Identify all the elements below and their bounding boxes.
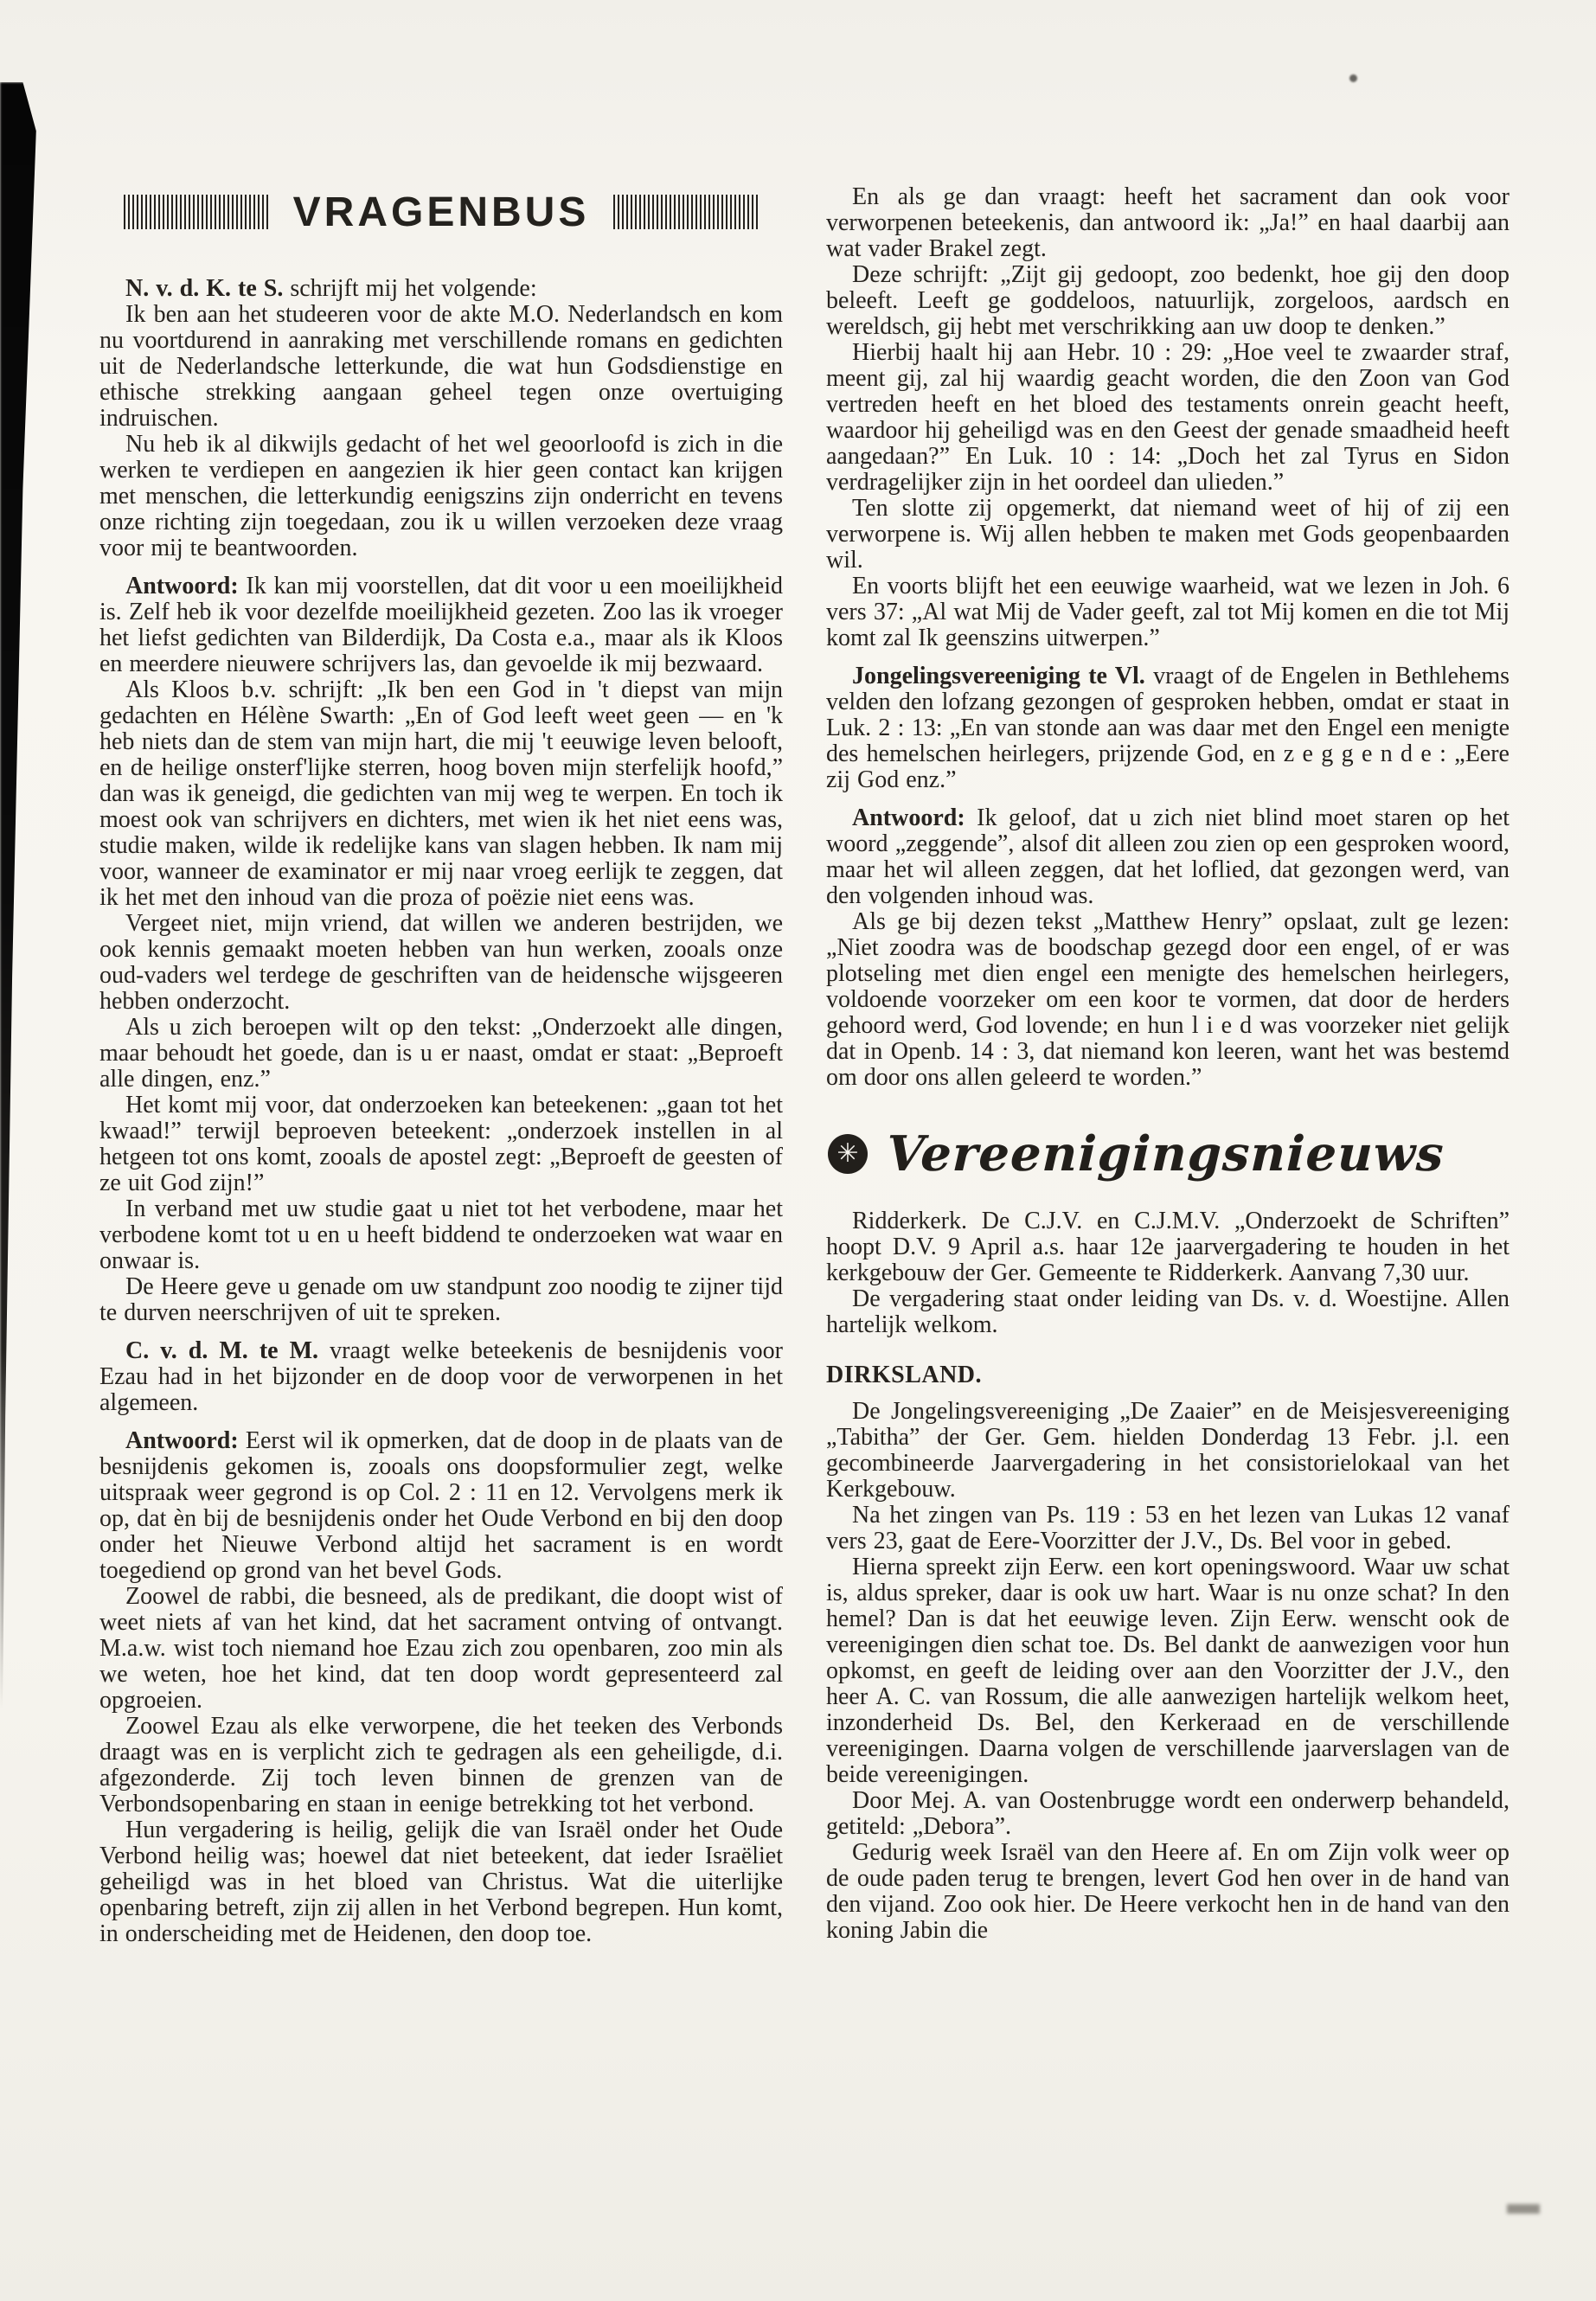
header-ornament-bar-right <box>613 195 759 229</box>
paragraph: Hierbij haalt hij aan Hebr. 10 : 29: „Hoe veel te zwaarder straf, meent gij, zal hij waardig geacht worden, die den Zoon van God vertreden heeft en het bloed des testaments onrein geacht heeft, waardoor hij geheiligd was en den Geest der genade smaadheid heeft aangedaan?” En Luk. 10 : 14: „Doch het zal Tyrus en Sidon verdragelijker zijn in het oordeel dan ulieden.” <box>826 339 1509 496</box>
paragraph: Als Kloos b.v. schrijft: „Ik ben een God in 't diepst van mijn gedachten en Hélène Swarth: „En of God leeft weet geen — en 'k heb niets dan de stem van mijn hart, die mij 't eeuwige leven belooft, en de heilige onsterf'lijke sterren, hoog boven mijn sterfelijk hoofd,” dan was ik geneigd, die gedichten van mij weg te werpen. En toch ik moest ook van schrijvers en dichters, met wien ik het niet eens was, studie maken, wilde ik redelijke kans van slagen hebben. Ik nam mij voor, wanneer de examinator er mij naar vroeg eerlijk te zeggen, dat ik het met den inhoud van die proza of poëzie niet eens was. <box>99 676 783 911</box>
paragraph: Vergeet niet, mijn vriend, dat willen we anderen bestrijden, we ook kennis gemaakt moeten hebben van hun werken, zooals onze oud-vaders wel terdege de geschriften van de heidensche wijsgeeren hebben onderzocht. <box>99 910 783 1015</box>
binding-shadow <box>0 82 38 1708</box>
paragraph: Zoowel Ezau als elke verworpene, die het teeken des Verbonds draagt was en is verplicht zich te gedragen als een geheiligde, d.i. afgezonderde. Zij toch leven binnen de grenzen van de Verbondsopenbaring en staan in eenige betrekking tot het verbond. <box>99 1713 783 1817</box>
paragraph: Nu heb ik al dikwijls gedacht of het wel geoorloofd is zich in die werken te verdiepen en aangezien ik hier geen contact kan krijgen met menschen, die letterkundig eenigszins zijn onderricht en tevens onze richting zijn toegedaan, zou ik u willen verzoeken deze vraag voor mij te beantwoorden. <box>99 431 783 561</box>
paragraph-lead: N. v. d. K. te S. <box>125 275 291 302</box>
page-title: VRAGENBUS <box>292 189 590 235</box>
paragraph: De Jongelingsvereeniging „De Zaaier” en de Meisjesvereeniging „Tabitha” der Ger. Gem. hielden Donderdag 13 Febr. j.l. een gecombineerde Jaarvergadering in het consistorielokaal van het Kerkgebouw. <box>826 1398 1509 1503</box>
paragraph: Als ge bij dezen tekst „Matthew Henry” opslaat, zult ge lezen: „Niet zoodra was de boodschap gezegd door een engel, of er was plotseling met dien engel een menigte des hemelschen heirlegers, voldoende voorzeker om een koor te vormen, dat door de herders gehoord werd, God lovende; en hun l i e d was voorzeker niet gelijk dat in Openb. 14 : 3, dat niemand kon leeren, want het was bestemd om door ons allen geleerd te worden.” <box>826 908 1509 1091</box>
paragraph: En als ge dan vraagt: heeft het sacrament dan ook voor verworpenen beteekenis, dan antwoord ik: „Ja!” en haal daarbij aan wat vader Brakel zegt. <box>826 183 1509 262</box>
paragraph: De vergadering staat onder leiding van Ds. v. d. Woestijne. Allen hartelijk welkom. <box>826 1285 1509 1338</box>
rosette-icon: ✳ <box>828 1134 868 1174</box>
paragraph: Ridderkerk. De C.J.V. en C.J.M.V. „Onderzoekt de Schriften” hoopt D.V. 9 April a.s. haar 12e jaarvergadering te houden in het kerkgebouw der Ger. Gemeente te Ridderkerk. Aanvang 7,30 uur. <box>826 1208 1509 1286</box>
paragraph: Ten slotte zij opgemerkt, dat niemand weet of hij of zij een verworpene is. Wij allen hebben te maken met Gods geopenbaarden wil. <box>826 495 1509 574</box>
page-content <box>99 184 1509 1947</box>
header-ornament-bar-left <box>124 195 269 229</box>
paragraph: Als u zich beroepen wilt op den tekst: „Onderzoekt alle dingen, maar behoudt het goede, dan is u er naast, omdat er staat: „Beproeft alle dingen, enz.” <box>99 1014 783 1093</box>
paragraph: Jongelingsvereeniging te Vl. vraagt of de Engelen in Bethlehems velden den lofzang gezongen of gesproken hebben, omdat er staat in Luk. 2 : 13: „En van stonde aan was daar met den Engel een menigte des hemelschen heirlegers, prijzende God, en z e g g e n d e : „Eere zij God enz.” <box>826 663 1509 793</box>
paragraph-lead: Antwoord: <box>125 573 247 599</box>
left-column <box>99 184 783 1947</box>
paragraph: En voorts blijft het een eeuwige waarheid, wat we lezen in Joh. 6 vers 37: „Al wat Mij de Vader geeft, zal tot Mij komen en die tot Mij komt zal Ik geenszins uitwerpen.” <box>826 573 1509 651</box>
news-section-heading <box>828 1125 1509 1183</box>
paragraph: N. v. d. K. te S. schrijft mij het volgende: <box>125 275 537 302</box>
paragraph: Antwoord: Ik kan mij voorstellen, dat dit voor u een moeilijkheid is. Zelf heb ik voor dezelfde moeilijkheid gezeten. Zoo las ik vroeger het liefst gedichten van Bilderdijk, Da Costa e.a., maar als ik Kloos en meerdere nieuwere schrijvers las, dan gevoelde ik mij bezwaard. <box>99 573 783 677</box>
paragraph: Deze schrijft: „Zijt gij gedoopt, zoo bedenkt, hoe gij den doop beleeft. Leeft ge goddeloos, natuurlijk, zorgeloos, aardsch en wereldsch, gij hebt met verschrikking aan uw doop te denken.” <box>826 261 1509 340</box>
paragraph: Gedurig week Israël van den Heere af. En om Zijn volk weer op de oude paden terug te brengen, levert God hen over in de hand van den vijand. Zoo ook hier. De Heere verkocht hen in de hand van den koning Jabin die <box>826 1839 1509 1944</box>
paragraph: Hun vergadering is heilig, gelijk die van Israël onder het Oude Verbond heilig was; hoewel dat niet beteekent, dat ieder Israëliet geheiligd was in het bloed van Christus. Wat die uiterlijke openbaring betreft, zijn zij allen in het Verbond begrepen. Hun komt, in onderscheiding met de Heidenen, den doop toe. <box>99 1817 783 1947</box>
paragraph: Door Mej. A. van Oostenbrugge wordt een onderwerp behandeld, getiteld: „Debora”. <box>826 1787 1509 1840</box>
news-section-title: Vereenigingsnieuws <box>885 1125 1445 1183</box>
page-number-smudge <box>1507 2204 1540 2214</box>
ink-speck <box>1349 74 1357 82</box>
paragraph-lead: Jongelingsvereeniging te Vl. <box>852 663 1154 689</box>
paragraph: Zoowel de rabbi, die besneed, als de predikant, die doopt wist of weet niets af van het kind, dat het sacrament ontving of ontvangt. M.a.w. wist toch niemand hoe Ezau zich zou openbaren, zoo min als we weten, hoe het kind, dat ten doop wordt gepresenteerd zal opgroeien. <box>99 1583 783 1714</box>
paragraph: Antwoord: Eerst wil ik opmerken, dat de doop in de plaats van de besnijdenis gekomen is, zooals ons doopsformulier zegt, welke uitspraak weer gegrond is op Col. 2 : 11 en 12. Vervolgens merk ik op, dat èn bij de besnijdenis onder het Oude Verbond en bij den doop onder het Nieuwe Verbond altijd het sacrament is en wordt toegediend op grond van het bevel Gods. <box>99 1427 783 1584</box>
paragraph: Hierna spreekt zijn Eerw. een kort openingswoord. Waar uw schat is, aldus spreker, daar is ook uw hart. Waar is nu onze schat? In den hemel? Dan is dat het eeuwige leven. Zijn Eerw. wenscht ook de vereenigingen dien schat toe. Ds. Bel dankt de aanwezigen voor hun opkomst, en geeft de leiding over aan den Voorzitter der J.V., den heer A. C. van Rossum, die alle aanwezigen hartelijk welkom heet, inzonderheid Ds. Bel, den Kerkeraad en de verschillende vereenigingen. Daarna volgen de verschillende jaarverslagen van de beide vereenigingen. <box>826 1554 1509 1788</box>
paragraph: Na het zingen van Ps. 119 : 53 en het lezen van Lukas 12 vanaf vers 23, gaat de Eere-Voorzitter der J.V., Ds. Bel voor in gebed. <box>826 1502 1509 1554</box>
section-header <box>99 188 783 236</box>
paragraph: In verband met uw studie gaat u niet tot het verbodene, maar het verbodene komt tot u en u heeft biddend te onderzoeken wat waar en onwaar is. <box>99 1195 783 1274</box>
paragraph-lead: C. v. d. M. te M. <box>125 1337 330 1364</box>
paragraph: C. v. d. M. te M. vraagt welke beteekenis de besnijdenis voor Ezau had in het bijzonder en de doop voor de verworpenen in het algemeen. <box>99 1337 784 1416</box>
paragraph: Antwoord: Ik geloof, dat u zich niet blind moet staren op het woord „zeggende”, alsof dit alleen zou zien op een gesproken woord, maar het wil alleen zeggen, dat het loflied, dat gezongen werd, van den volgenden inhoud was. <box>826 804 1509 909</box>
right-column <box>826 184 1509 1947</box>
paragraph-lead: Antwoord: <box>852 804 977 831</box>
section-subheading: DIRKSLAND. <box>826 1362 983 1388</box>
paragraph: Het komt mij voor, dat onderzoeken kan beteekenen: „gaan tot het kwaad!” terwijl beproeven beteekent: „onderzoek instellen in al hetgeen tot ons komt, zooals de apostel zegt: „Beproeft de geesten of ze uit God zijn!” <box>99 1092 783 1196</box>
paragraph: De Heere geve u genade om uw standpunt zoo noodig te zijner tijd te durven neerschrijven of uit te spreken. <box>99 1273 783 1326</box>
paragraph: Ik ben aan het studeeren voor de akte M.O. Nederlandsch en kom nu voortdurend in aanraking met verschillende romans en gedichten uit de Nederlandsche letterkunde, die wat hun Godsdienstige en ethische strekking aangaan geheel tegen onze overtuiging indruischen. <box>99 301 783 432</box>
paragraph-lead: Antwoord: <box>125 1427 246 1454</box>
